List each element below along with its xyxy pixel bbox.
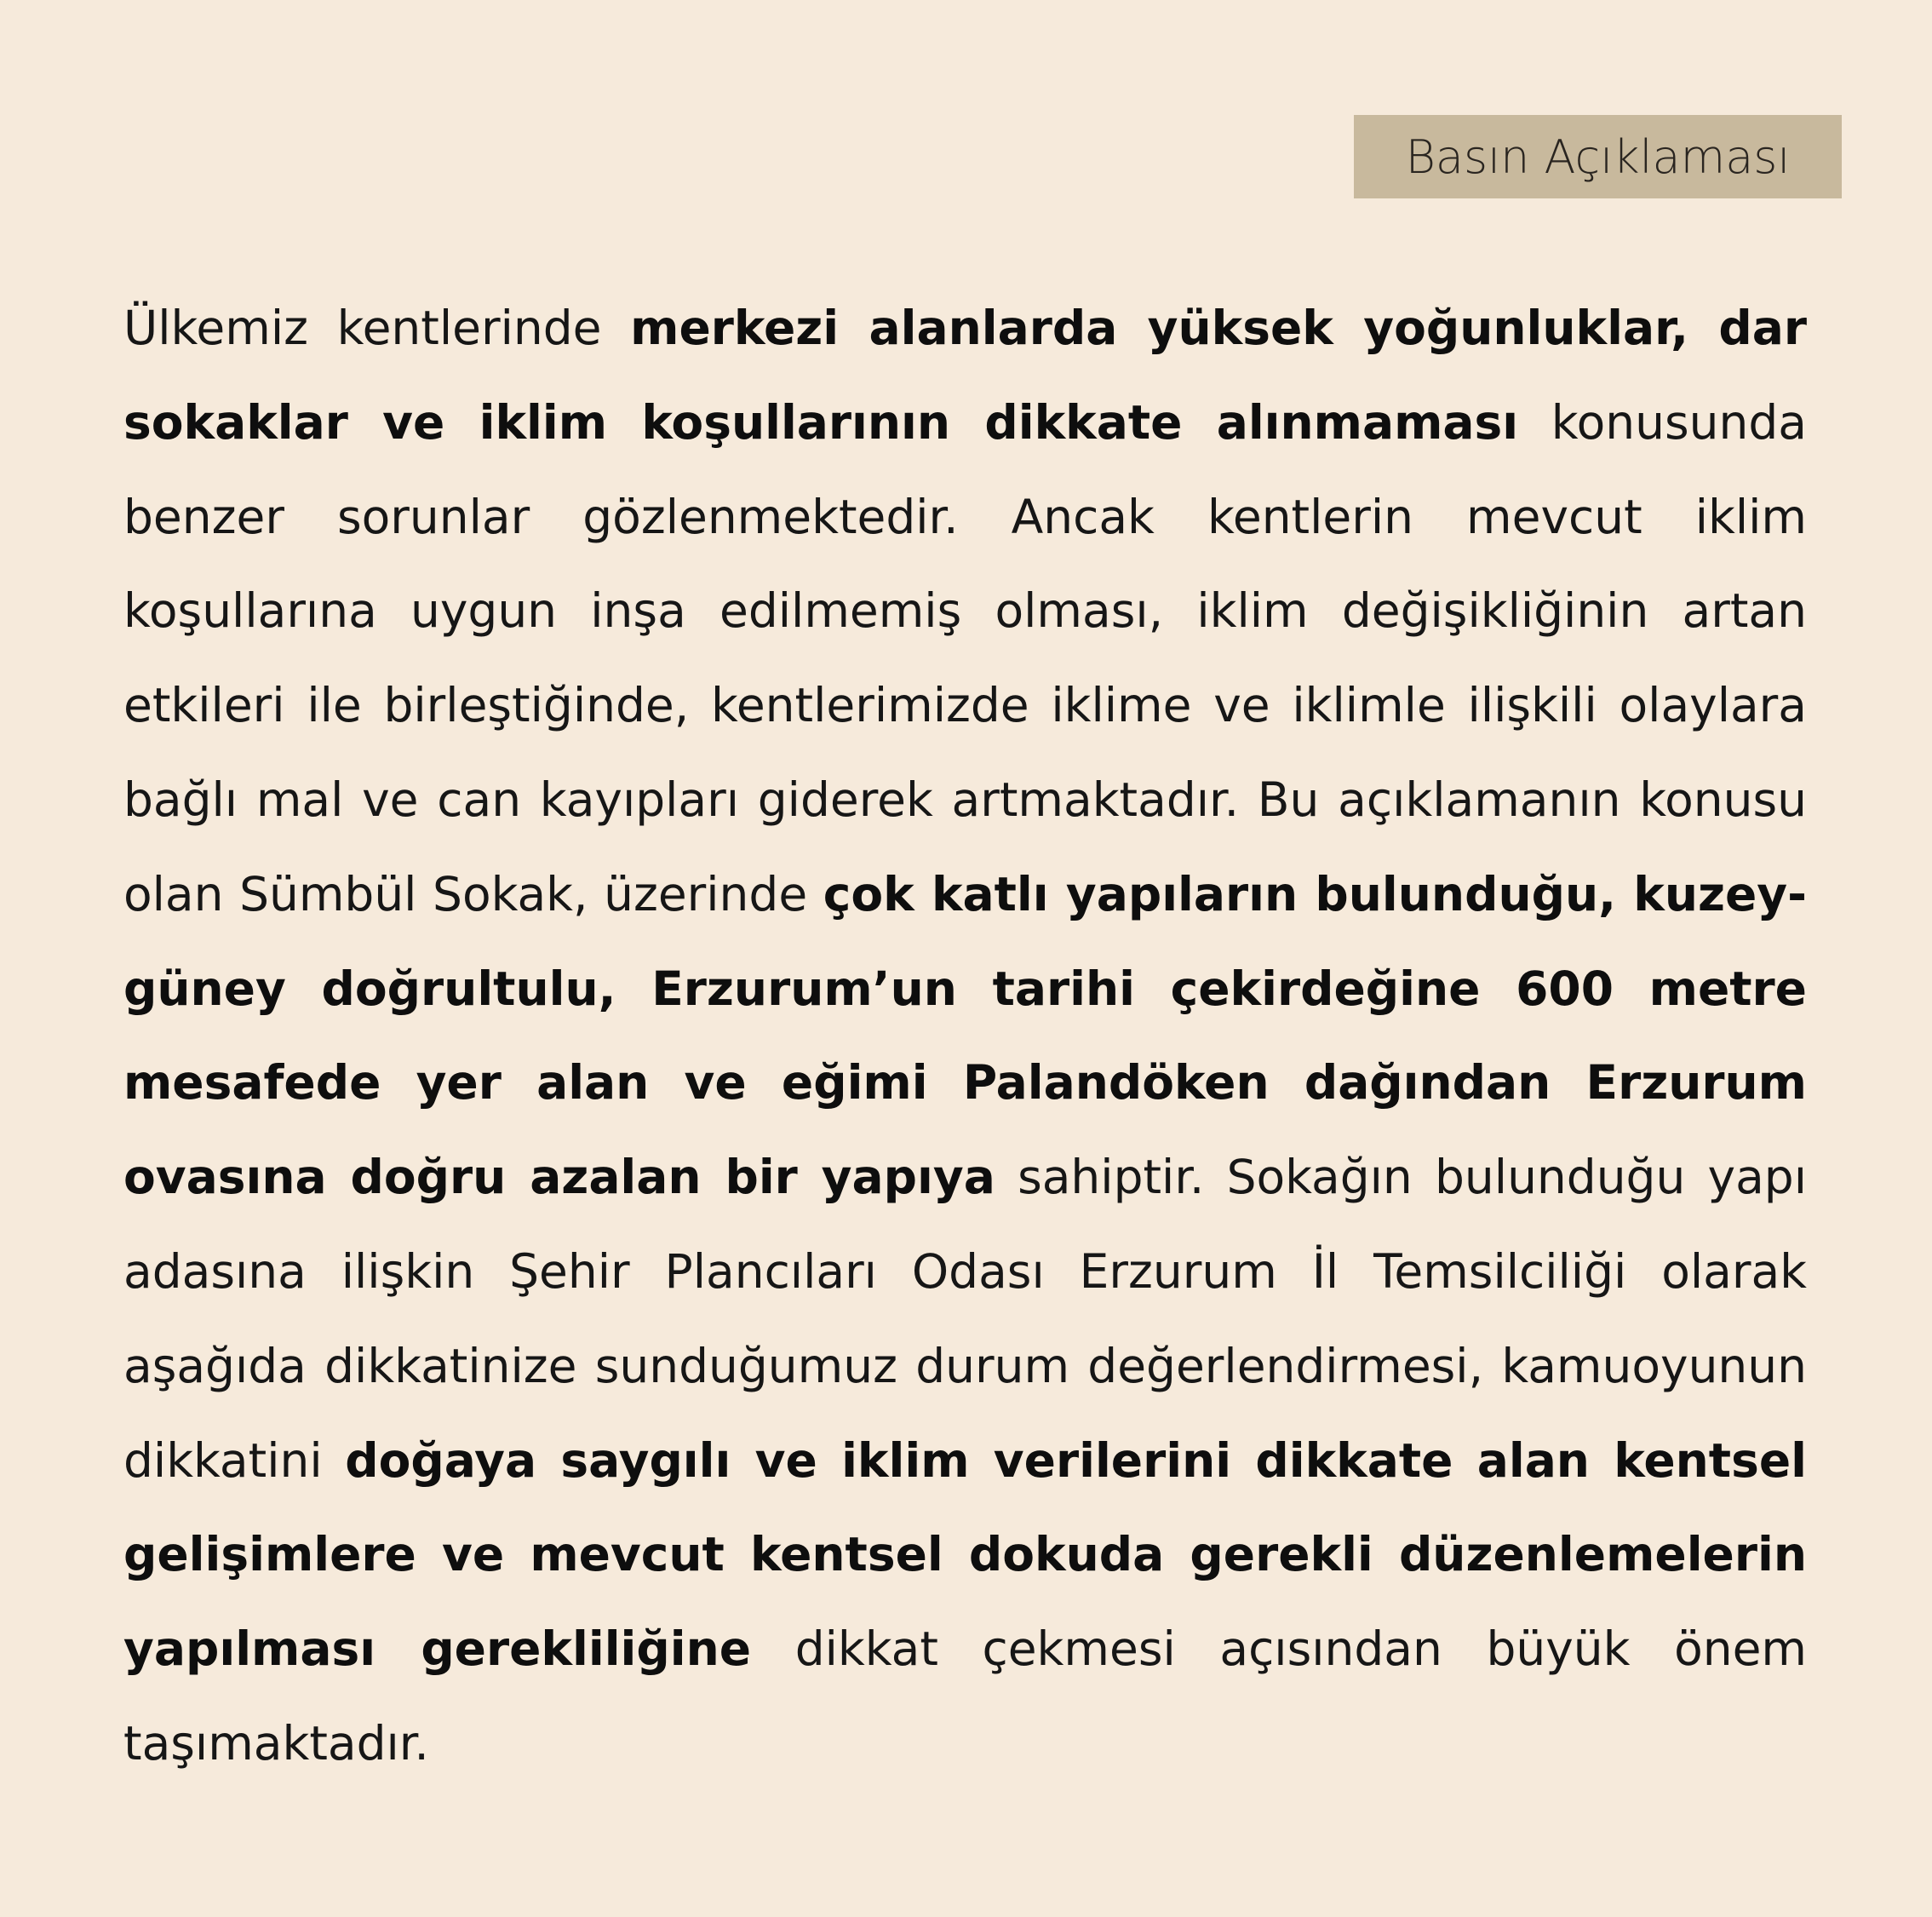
body-emphasis-segment: merkezi alanlarda yüksek yoğunluklar, dar sokaklar ve iklim koşullarının dikkate alınmaması <box>123 301 1807 450</box>
body-text-segment: dikkat çekmesi açısından büyük önem taşımaktadır. <box>123 1621 1807 1771</box>
body-text-segment: konusunda benzer sorunlar gözlenmektedir. Ancak kentlerin mevcut iklim koşullarına uygun inşa edilmemiş olması, iklim değişikliğinin artan etkileri ile birleştiğinde, kentlerimizde iklime ve iklimle ilişkili olaylara bağlı mal ve can kayıpları giderek artmaktadır. Bu açıklamanın konusu olan Sümbül Sokak, üzerinde <box>123 394 1807 921</box>
press-release-label: Basın Açıklaması <box>1405 129 1791 184</box>
press-release-badge <box>1354 115 1842 198</box>
press-release-body <box>123 281 1807 1791</box>
body-text-segment: sahiptir. Sokağın bulunduğu yapı adasına ilişkin Şehir Plancıları Odası Erzurum İl Temsilciliği olarak aşağıda dikkatinize sunduğumuz durum değerlendirmesi, kamuoyunun dikkatini <box>123 1150 1807 1488</box>
body-emphasis-segment: doğaya saygılı ve iklim verilerini dikkate alan kentsel gelişimlere ve mevcut kentsel dokuda gerekli düzenlemelerin yapılması gerekliliğine <box>123 1432 1807 1677</box>
body-emphasis-segment: çok katlı yapıların bulunduğu, kuzey-güney doğrultulu, Erzurum’un tarihi çekirdeğine 600 metre mesafede yer alan ve eğimi Palandöken dağından Erzurum ovasına doğru azalan bir yapıya <box>123 866 1807 1205</box>
body-text-segment: Ülkemiz kentlerinde <box>123 301 631 355</box>
